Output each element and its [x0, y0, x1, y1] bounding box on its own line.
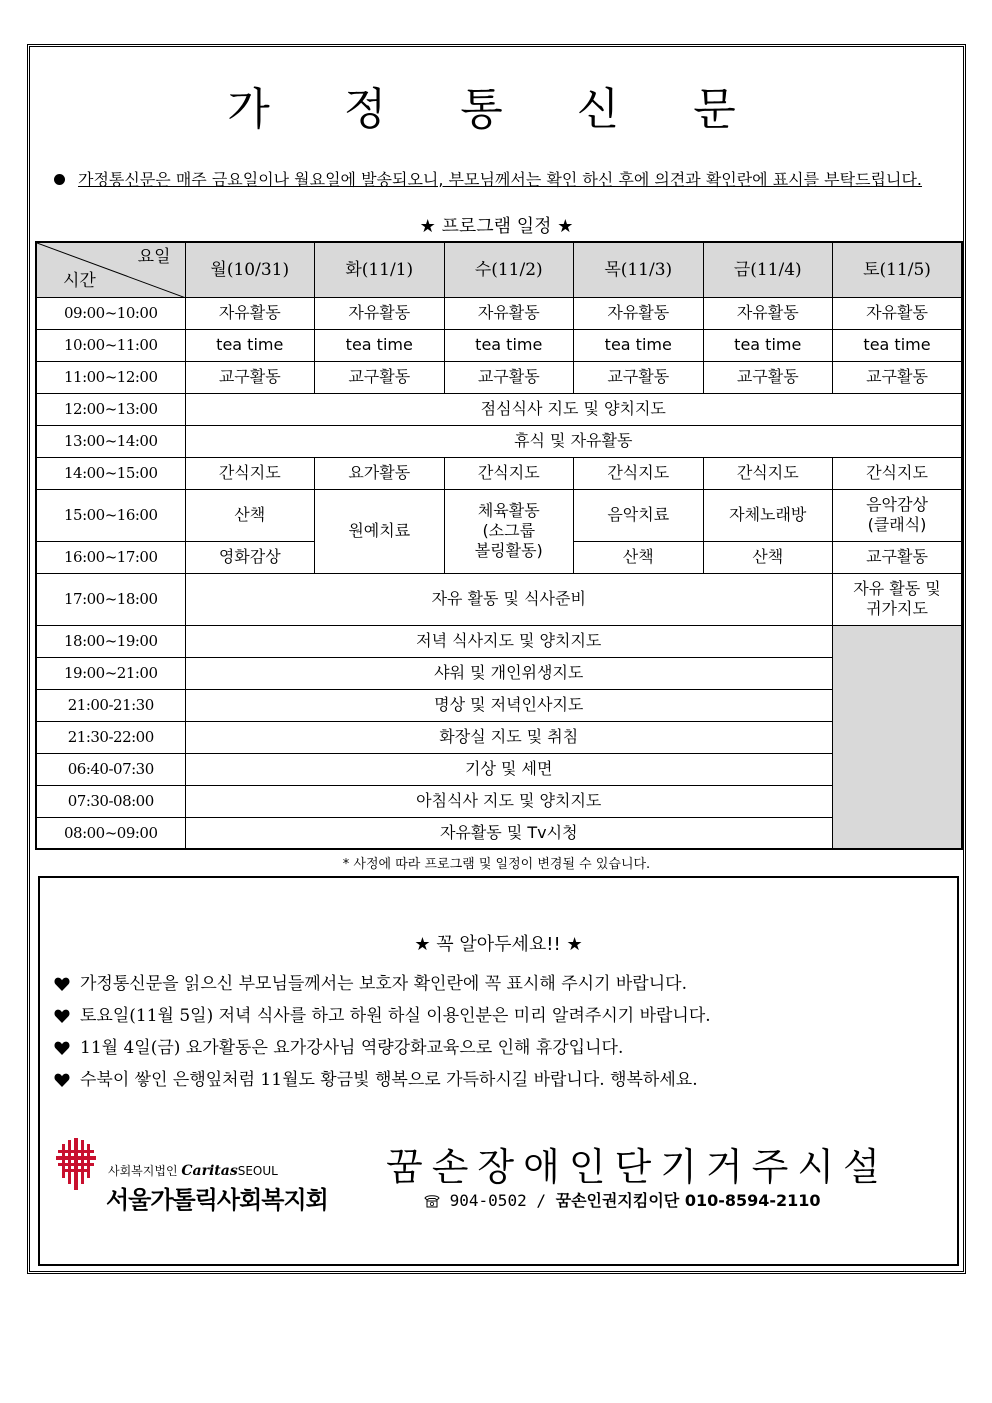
caritas-logo — [56, 1134, 326, 1214]
heart-icon — [54, 1040, 70, 1056]
time-cell: 11:00~12:00 — [36, 361, 185, 393]
day-header: 금(11/4) — [703, 242, 833, 297]
facility-name: 꿈손장애인단기거주시설 — [386, 1145, 889, 1189]
activity-cell: 교구활동 — [703, 361, 833, 393]
activity-cell: 산책 — [574, 541, 704, 573]
activity-cell: 점심식사 지도 및 양치지도 — [185, 393, 962, 425]
page-frame — [27, 44, 966, 1274]
time-cell: 10:00~11:00 — [36, 329, 185, 361]
footnote: * 사정에 따라 프로그램 및 일정이 변경될 수 있습니다. — [342, 857, 651, 872]
day-header: 월(10/31) — [185, 242, 315, 297]
activity-cell: 체육활동 (소그룹 볼링활동) — [444, 489, 574, 573]
table-row — [36, 573, 962, 625]
activity-cell: 음악치료 — [574, 489, 704, 541]
list-item: 수북이 쌓인 은행잎처럼 11월도 황금빛 행복으로 가득하시길 바랍니다. 행복하세요. — [54, 1066, 944, 1098]
day-header: 수(11/2) — [444, 242, 574, 297]
telephone-icon — [424, 1194, 440, 1208]
info-list — [54, 970, 944, 1098]
activity-cell: tea time — [703, 329, 833, 361]
info-heading: ★ 꼭 알아두세요!! ★ — [414, 934, 583, 955]
activity-cell: 화장실 지도 및 취침 — [185, 721, 833, 753]
activity-cell: tea time — [574, 329, 704, 361]
list-item: 11월 4일(금) 요가활동은 요가강사님 역량강화교육으로 인해 휴강입니다. — [54, 1034, 944, 1066]
logo-subtitle: 사회복지법인 CaritasSEOUL — [108, 1163, 278, 1179]
table-row — [36, 785, 962, 817]
activity-cell: 자유활동 — [444, 297, 574, 329]
table-row — [36, 361, 962, 393]
activity-cell: tea time — [315, 329, 445, 361]
activity-cell: 교구활동 — [833, 541, 963, 573]
activity-cell: 자유 활동 및 귀가지도 — [833, 573, 963, 625]
activity-cell: 산책 — [185, 489, 315, 541]
activity-cell: 교구활동 — [185, 361, 315, 393]
corner-day-label: 요일 — [137, 247, 171, 267]
activity-cell: 자유활동 — [574, 297, 704, 329]
table-row — [36, 625, 962, 657]
activity-cell: 간식지도 — [185, 457, 315, 489]
activity-cell: 아침식사 지도 및 양치지도 — [185, 785, 833, 817]
activity-cell: 간식지도 — [574, 457, 704, 489]
time-cell: 15:00~16:00 — [36, 489, 185, 541]
table-row — [36, 753, 962, 785]
notice-text: 가정통신문은 매주 금요일이나 월요일에 발송되오니, 부모님께서는 확인 하신 후에 의견과 확인란에 표시를 부탁드립니다. — [52, 169, 932, 191]
activity-cell: 명상 및 저녁인사지도 — [185, 689, 833, 721]
time-cell: 08:00~09:00 — [36, 817, 185, 849]
table-row — [36, 489, 962, 541]
table-row — [36, 457, 962, 489]
time-cell: 06:40-07:30 — [36, 753, 185, 785]
activity-cell: 교구활동 — [833, 361, 963, 393]
activity-cell: 간식지도 — [444, 457, 574, 489]
activity-cell: 산책 — [703, 541, 833, 573]
activity-cell: 자유활동 — [703, 297, 833, 329]
activity-cell: 교구활동 — [315, 361, 445, 393]
activity-cell: 자체노래방 — [703, 489, 833, 541]
logo-name: 서울가톨릭사회복지회 — [106, 1186, 328, 1214]
activity-cell: 자유 활동 및 식사준비 — [185, 573, 833, 625]
activity-cell: 샤워 및 개인위생지도 — [185, 657, 833, 689]
shaded-cell — [833, 625, 963, 849]
activity-cell: 자유활동 — [833, 297, 963, 329]
list-item: 가정통신문을 읽으신 부모님들께서는 보호자 확인란에 꼭 표시해 주시기 바랍니다. — [54, 970, 944, 1002]
table-row — [36, 721, 962, 753]
activity-cell: 교구활동 — [574, 361, 704, 393]
time-cell: 13:00~14:00 — [36, 425, 185, 457]
activity-cell: 원예치료 — [315, 489, 445, 573]
activity-cell: tea time — [833, 329, 963, 361]
heart-icon — [54, 1008, 70, 1024]
bullet-icon — [54, 174, 65, 185]
time-cell: 12:00~13:00 — [36, 393, 185, 425]
day-header: 목(11/3) — [574, 242, 704, 297]
page-title: 가 정 통 신 문 — [227, 84, 766, 135]
header-row — [36, 242, 962, 297]
time-cell: 18:00~19:00 — [36, 625, 185, 657]
corner-time-label: 시간 — [63, 270, 96, 291]
activity-cell: 간식지도 — [833, 457, 963, 489]
table-row — [36, 817, 962, 849]
table-row — [36, 297, 962, 329]
table-row — [36, 425, 962, 457]
activity-cell: 자유활동 — [315, 297, 445, 329]
table-row — [36, 329, 962, 361]
activity-cell: 간식지도 — [703, 457, 833, 489]
time-cell: 17:00~18:00 — [36, 573, 185, 625]
heart-icon — [54, 1072, 70, 1088]
activity-cell: 휴식 및 자유활동 — [185, 425, 962, 457]
schedule-heading: ★ 프로그램 일정 ★ — [419, 216, 574, 237]
day-header: 화(11/1) — [315, 242, 445, 297]
table-row — [36, 393, 962, 425]
time-cell: 14:00~15:00 — [36, 457, 185, 489]
time-cell: 21:00-21:30 — [36, 689, 185, 721]
activity-cell: 음악감상 (클래식) — [833, 489, 963, 541]
time-cell: 16:00~17:00 — [36, 541, 185, 573]
day-header: 토(11/5) — [833, 242, 963, 297]
activity-cell: 기상 및 세면 — [185, 753, 833, 785]
table-row — [36, 689, 962, 721]
caritas-cross-icon — [56, 1138, 102, 1190]
heart-icon — [54, 976, 70, 992]
time-cell: 09:00~10:00 — [36, 297, 185, 329]
activity-cell: 교구활동 — [444, 361, 574, 393]
activity-cell: tea time — [444, 329, 574, 361]
corner-cell — [36, 242, 185, 297]
time-cell: 07:30-08:00 — [36, 785, 185, 817]
activity-cell: tea time — [185, 329, 315, 361]
list-item: 토요일(11월 5일) 저녁 식사를 하고 하원 하실 이용인분은 미리 알려주시기 바랍니다. — [54, 1002, 944, 1034]
table-row — [36, 657, 962, 689]
time-cell: 21:30-22:00 — [36, 721, 185, 753]
activity-cell: 자유활동 및 Tv시청 — [185, 817, 833, 849]
info-box — [38, 876, 959, 1266]
activity-cell: 영화감상 — [185, 541, 315, 573]
activity-cell: 저녁 식사지도 및 양치지도 — [185, 625, 833, 657]
activity-cell: 자유활동 — [185, 297, 315, 329]
schedule-table — [35, 241, 963, 850]
contact-line: 904-0502 / 꿈손인권지킴이단 010-8594-2110 — [424, 1188, 821, 1211]
time-cell: 19:00~21:00 — [36, 657, 185, 689]
activity-cell: 요가활동 — [315, 457, 445, 489]
